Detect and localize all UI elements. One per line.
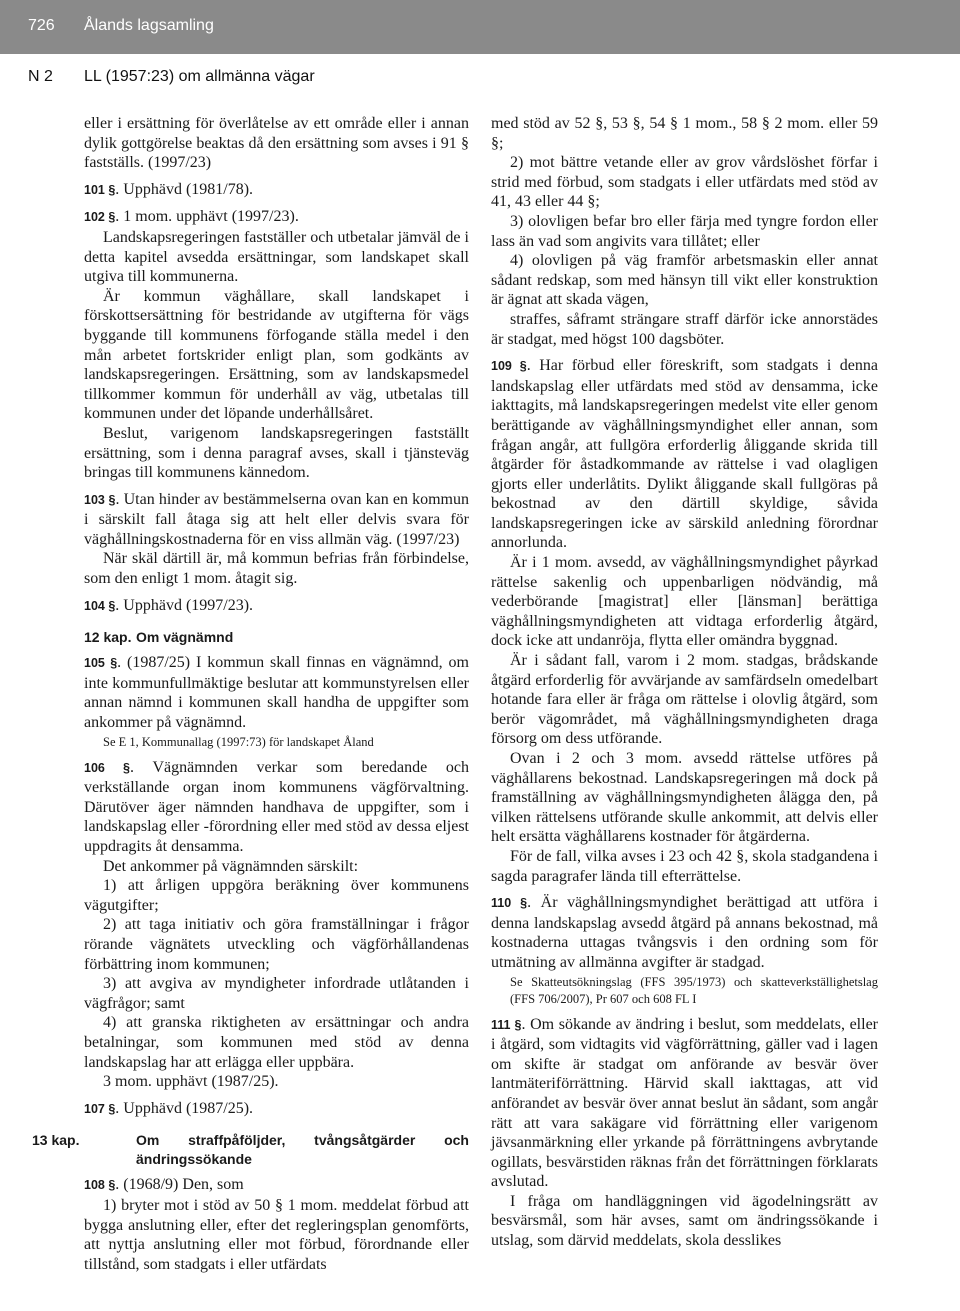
section-106 xyxy=(84,758,469,857)
list-item: 4) att granska riktigheten av ersättningar och andra betalningar, som kommunen med stöd av denna landskapslag har att erlägga eller uppbära. xyxy=(84,1014,469,1071)
section-101 xyxy=(84,180,469,201)
section-110 xyxy=(491,893,878,972)
paragraph: När skäl därtill är, må kommun befrias från förbindelse, som den enligt 1 mom. åtagit sig. xyxy=(84,550,469,588)
section-text: . Utan hinder av bestämmelserna ovan kan en kommun i särskilt fall åtaga sig att helt eller delvis svara för väghållningskostnaderna för en viss allmän väg. (1997/23) xyxy=(84,490,470,548)
paragraph: eller i ersättning för överlåtelse av ett område eller i annan dylik gottgörelse beaktas då den ersättning som avses i 91 § fastställs. (1997/23) xyxy=(84,115,469,172)
section-text: . (1987/25) I kommun skall finnas en vägnämnd, om inte kommunfullmäktige beslutar att kommunstyrelsen eller annan nämnd i kommunen skall handha de uppgifter som ankommer på vägnämnd. xyxy=(84,654,469,732)
chapter-number: 13 kap. xyxy=(32,1132,80,1149)
reference-note: Se Skatteutsökningslag (FFS 395/1973) och skatteverkställighetslag (FFS 706/2007), Pr 607 och 608 FL I xyxy=(510,974,878,1006)
section-104 xyxy=(84,596,469,617)
paragraph: För de fall, vilka avses i 23 och 42 §, skola stadgandena i sagda paragrafer lända till efterrättelse. xyxy=(491,847,878,885)
section-text: . Är väghållningsmyndighet berättigad att utföra i denna landskapslag avsedd åtgärd på annans bekostnad, må kostnaderna uttagas tvångsvis i den ordning som för utmätning av allmänna avgifter är stadgad. xyxy=(491,894,878,971)
paragraph: Det ankommer på vägnämnden särskilt: xyxy=(103,857,359,875)
chapter-heading-12 xyxy=(84,628,469,647)
section-108 xyxy=(84,1175,469,1196)
section-text: . Upphävd (1981/78). xyxy=(115,180,254,198)
paragraph: Ovan i 2 och 3 mom. avsedd rättelse utföres på väghållarens bekostnad. Landskapsregeringen må dock på framställning av väghållningsmyndigheten ålägga den, på vilken rättelsens utförande skulle ankommit, att delvis eller helt ersätta väghållarens kostnader för åtgärderna. xyxy=(491,750,878,846)
section-number: 102 § xyxy=(84,210,116,225)
right-column xyxy=(491,114,878,1251)
paragraph: 3 mom. upphävt (1987/25). xyxy=(103,1073,279,1091)
section-number: 103 § xyxy=(84,492,116,507)
section-number: 101 § xyxy=(84,182,116,197)
section-number: 110 § xyxy=(491,896,528,911)
section-111 xyxy=(491,1015,878,1192)
section-107 xyxy=(84,1099,469,1120)
paragraph: med stöd av 52 §, 53 §, 54 § 1 mom., 58 § 2 mom. eller 59 §; xyxy=(491,115,878,152)
section-102 xyxy=(84,207,469,228)
section-number: 111 § xyxy=(491,1017,522,1032)
paragraph: Beslut, varigenom landskapsregeringen fastställt ersättning, som i denna paragraf avses, skall i tjänsteväg bringas till kommunens kännedom. xyxy=(84,424,469,482)
section-109 xyxy=(491,356,878,553)
chapter-heading-13 xyxy=(32,1131,469,1169)
section-text: . Vägnämnden verkar som beredande och verkställande organ inom kommunens vägförvaltning. Därutöver äger nämnden handhava de uppgifter, som i landskapslag eller -förordning eller med stöd av dessa eljest uppdragits åt densamma. xyxy=(84,758,470,855)
list-item: 4) olovligen på väg framför arbetsmaskin eller annat sådant redskap, som med hänsyn till vikt eller konstruktion är ägnat att skada vägen, xyxy=(491,252,878,309)
section-number: 105 § xyxy=(84,656,118,671)
chapter-number: 12 kap. xyxy=(84,629,132,646)
section-number: 106 § xyxy=(84,760,131,775)
section-text: . Upphävd (1987/25). xyxy=(115,1099,254,1117)
running-header xyxy=(0,0,960,54)
chapter-title: Om straffpåföljder, tvångsåtgärder och ändringssökande xyxy=(136,1132,469,1168)
section-text: . Upphävd (1997/23). xyxy=(115,596,254,614)
paragraph: Är kommun väghållare, skall landskapet i förskottsersättning för bestridande av utgifterna för vägs byggande till kommunens förfogande ställa medel i den mån arbetet fortskrider enligt plan, som godkänts av landskapsregeringen. Ersättning, som av landskapsmedel tillkommer kommun för underhåll av väg, utbetalas till kommunen under det löpande underhållsåret. xyxy=(84,287,469,423)
list-item: 2) att taga initiativ och göra framställningar i frågor rörande vägnätets utveckling och vägförhållandenas förbättring inom kommunen; xyxy=(84,916,469,973)
list-item: 3) att avgiva av myndigheter infordrade utlåtanden i vägfrågor; samt xyxy=(84,975,469,1012)
section-103 xyxy=(84,490,469,550)
section-text: . 1 mom. upphävt (1997/23). xyxy=(115,208,299,226)
section-number: 107 § xyxy=(84,1101,116,1116)
left-column xyxy=(32,114,470,1274)
law-title: LL (1957:23) om allmänna vägar xyxy=(84,68,315,85)
book-title: Ålands lagsamling xyxy=(84,17,214,34)
paragraph: straffes, såframt strängare straff därför icke annorstädes är stadgat, med högst 100 dagsböter. xyxy=(491,310,878,348)
list-item: 2) mot bättre vetande eller av grov vårdslöshet förfar i strid med förbud, som stadgats i eller utfärdats med stöd av 41, 43 eller 44 §; xyxy=(491,154,878,211)
paragraph: Landskapsregeringen fastställer och utbetalar jämväl de i detta kapitel avsedda ersättningar, som landskapet skall utgiva till kommunerna. xyxy=(84,228,469,286)
list-item: 3) olovligen befar bro eller färja med tyngre fordon eller lass än vad som angivits vara tillåtet; eller xyxy=(491,212,878,250)
section-text: . Har förbud eller föreskrift, som stadgats i denna landskapslag eller utfärdats med stöd av densamma, icke iakttagits, må landskapsregeringen medelst vite eller genom berättigande av väghållningsmyndighet eller annan, som frågan angår, att fullgöra erforderlig åliggande skrida till åtgärder för åstadkommande av rättelse i vad olagligen gjorts eller underlåtits. Dylikt åliggande skall fullgöras på bekostnad av den därtill skyldige, såvida landskapsregeringen icke av särskild anledning förordnar annorlunda. xyxy=(491,357,879,552)
chapter-title: Om vägnämnd xyxy=(136,629,234,646)
section-text: . (1968/9) Den, som xyxy=(115,1176,244,1194)
list-item: 1) att årligen uppgöra beräkning över kommunens vägutgifter; xyxy=(84,877,469,914)
section-number: 108 § xyxy=(84,1178,116,1193)
page-number: 726 xyxy=(28,17,55,34)
section-text: . Om sökande av ändring i beslut, som meddelats, eller i åtgärd, som vidtagits vid vägförrättning, gäller vad i lagen om skifte är stadgat om anförande av besvär över lantmäteriförrättning. Härvid skall iakttagas, att vid anförandet av besvär över annat beslut än sådant, som angår rätt att vara sakägare vid förrättning eller varigenom jävsanmärkning eller yrkande på förrättningens avbrytande ogillats, besvärstiden räknas från det förrättningen förklarats avslutad. xyxy=(491,1015,879,1191)
section-header xyxy=(0,60,960,96)
section-code: N 2 xyxy=(28,68,53,85)
section-number: 109 § xyxy=(491,359,527,374)
list-item: 1) bryter mot i stöd av 50 § 1 mom. meddelat förbud att bygga anslutning eller, efter det regleringsplan genomförts, att nyttja anslutning eller mot förbud, förordnande eller tillstånd, som stadgats i eller utfärdats xyxy=(84,1196,469,1273)
paragraph: Är i 1 mom. avsedd, av väghållningsmyndighet påyrkad rättelse sakenlig och uppenbarligen nödvändig, må vederbörande [magistrat] eller [länsman] berättiga väghållningsmyndigheten att vidtaga erforderlig åtgärd, dock icke att undanröja, flytta eller omändra byggnad. xyxy=(491,554,878,650)
reference-note: Se E 1, Kommunallag (1997:73) för landskapet Åland xyxy=(103,734,374,749)
section-number: 104 § xyxy=(84,598,116,613)
paragraph: Är i sådant fall, varom i 2 mom. stadgas, brådskande åtgärd erforderlig för avvärjande av samfärdseln omedelbart hotande fara eller är fråga om rättelse i olovlig åtgärd, som berör vägområdet, må väghållningsmyndigheten draga försorg om dess utförande. xyxy=(491,652,878,748)
section-105 xyxy=(84,653,469,732)
paragraph: I fråga om handläggningen vid ägodelningsrätt av besvärsmål, som här avses, samt om ändringssökande i utslag, som därvid meddelats, skola desslikes xyxy=(491,1192,878,1250)
